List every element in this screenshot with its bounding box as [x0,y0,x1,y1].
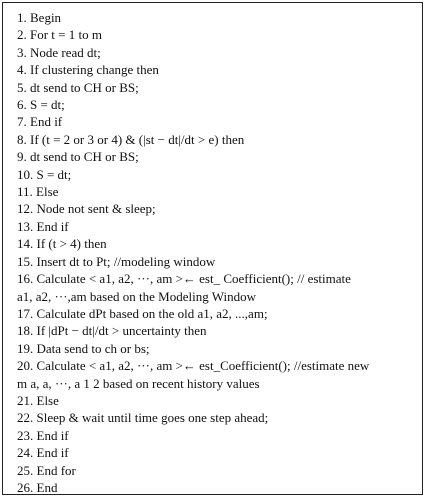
line-22: 22. Sleep & wait until time goes one step ahead; [17,410,269,426]
line-7: 7. End if [17,114,63,130]
line-13: 13. End if [17,218,69,234]
algorithm-box [2,2,423,495]
line-9: 9. dt send to CH or BS; [17,149,139,165]
line-20: 20. Calculate < a1, a2, ···, am >← est_Coefficient(); //estimate new [17,358,370,374]
line-11: 11. Else [17,184,59,200]
line-19: 19. Data send to ch or bs; [17,340,150,356]
line-10: 10. S = dt; [17,166,72,182]
line-24: 24. End if [17,445,69,461]
line-21: 21. Else [17,392,59,408]
line-12: 12. Node not sent & sleep; [17,201,156,217]
line-18: 18. If |dPt − dt|/dt > uncertainty then [17,323,207,339]
line-26: 26. End [17,479,58,495]
line-8: 8. If (t = 2 or 3 or 4) & (|st − dt|/dt > e) then [17,131,245,147]
line-5: 5. dt send to CH or BS; [17,79,139,95]
line-3: 3. Node read dt; [17,44,101,60]
line-25: 25. End for [17,462,76,478]
line-20-continued: m a, a, ···, a 1 2 based on recent history values [17,375,260,391]
line-16: 16. Calculate < a1, a2, ···, am >← est_ Coefficient(); // estimate [17,271,351,287]
line-6: 6. S = dt; [17,97,65,113]
line-2: 2. For t = 1 to m [17,27,102,43]
line-17: 17. Calculate dPt based on the old a1, a2, ...,am; [17,305,268,321]
line-1: 1. Begin [17,10,62,25]
algorithm-lines [17,9,422,496]
line-15: 15. Insert dt to Pt; //modeling window [17,253,216,269]
line-16-continued: a1, a2, ···,am based on the Modeling Window [17,288,256,304]
line-23: 23. End if [17,427,69,443]
line-4: 4. If clustering change then [17,62,159,78]
line-14: 14. If (t > 4) then [17,236,107,252]
